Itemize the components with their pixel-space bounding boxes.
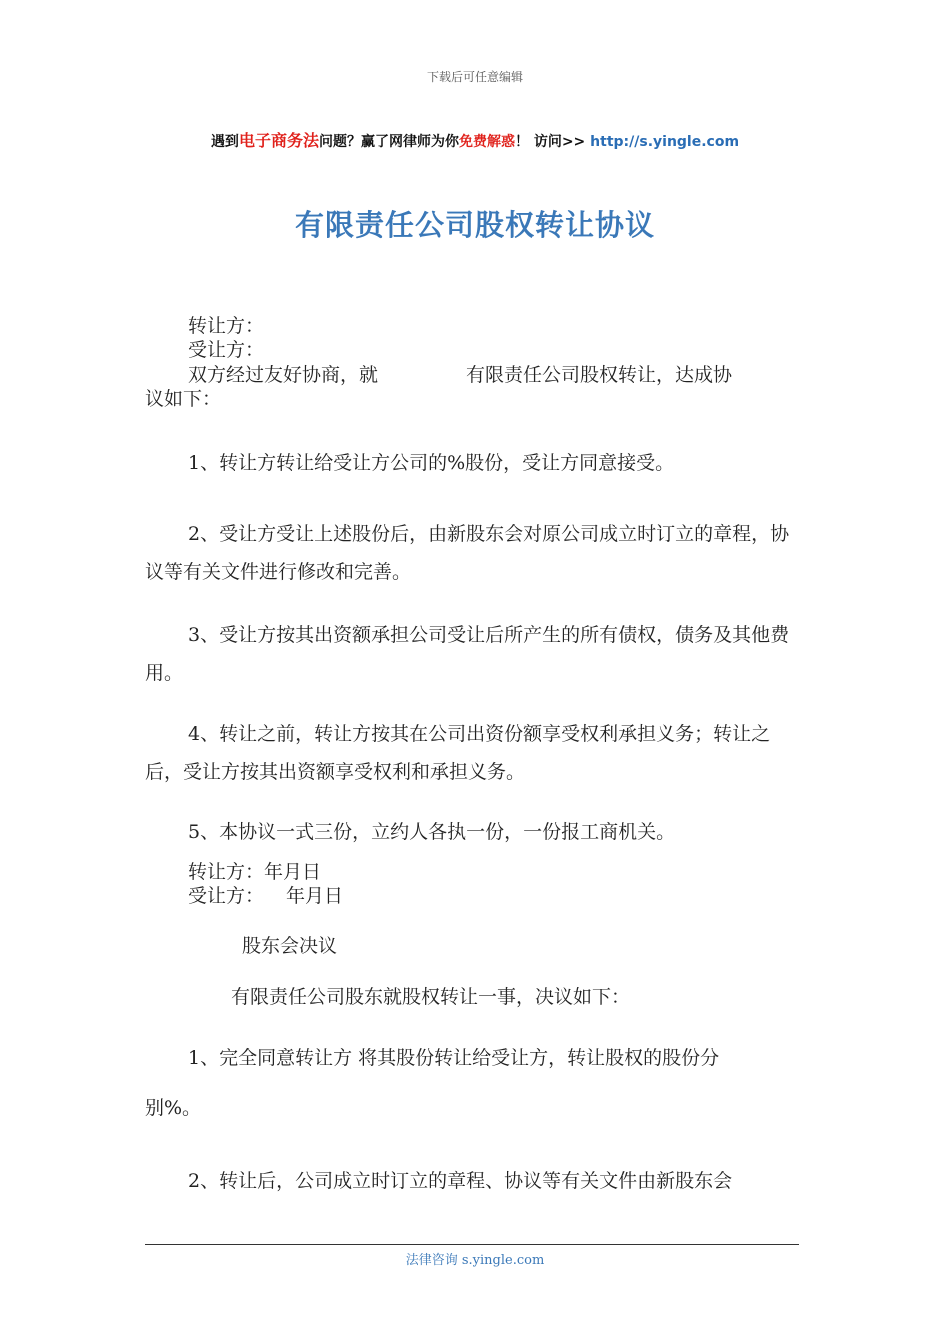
promo-text-3: ！ 访问>> — [514, 134, 591, 150]
header-note: 下载后可任意编辑 — [426, 70, 523, 84]
document-title: 有限责任公司股权转让协议 — [294, 208, 655, 242]
party-transferee: 受让方： — [188, 339, 265, 361]
clause-2: 2、受让方受让上述股份后，由新股东会对原公司成立时订立的章程，协议等有关文件进行修改和完善。 — [145, 523, 790, 583]
intro-line-1-a: 双方经过友好协商，就 — [188, 364, 379, 386]
resolution-1-line-1: 1、完全同意转让方 将其股份转让给受让方，转让股权的股份分 — [188, 1047, 720, 1069]
signature-transferee — [145, 884, 850, 908]
promo-highlight-free: 免费解惑 — [458, 134, 515, 150]
signature-transferee-date: 年月日 — [286, 885, 344, 907]
intro-line-1-b: 有限责任公司股权转让，达成协 — [466, 364, 733, 386]
signature-transferee-label: 受让方： — [188, 885, 265, 907]
resolution-1-line-2: 别%。 — [145, 1097, 202, 1119]
clause-3: 3、受让方按其出资额承担公司受让后所产生的所有债权，债务及其他费用。 — [145, 624, 790, 684]
resolution-title: 股东会决议 — [242, 935, 338, 957]
resolution-intro: 有限责任公司股东就股权转让一事，决议如下： — [231, 986, 631, 1008]
intro-line-1 — [145, 363, 807, 387]
intro-line-2: 议如下： — [145, 388, 222, 410]
resolution-2: 2、转让后，公司成立时订立的章程、协议等有关文件由新股东会 — [188, 1170, 733, 1192]
promo-highlight-ecommerce-law[interactable]: 电子商务法 — [238, 131, 319, 150]
footer-note[interactable]: 法律咨询 s.yingle.com — [405, 1253, 545, 1268]
party-transferor: 转让方： — [188, 315, 265, 337]
promo-link[interactable]: http://s.yingle.com — [590, 134, 740, 150]
promo-text-2: 问题？赢了网律师为你 — [318, 134, 459, 150]
promo-text-1: 遇到 — [210, 134, 239, 150]
clause-5: 5、本协议一式三份，立约人各执一份，一份报工商机关。 — [188, 821, 676, 843]
promo-banner — [0, 128, 950, 151]
signature-transferor: 转让方：年月日 — [188, 861, 322, 883]
clause-4: 4、转让之前，转让方按其在公司出资份额享受权利承担义务；转让之后，受让方按其出资额享受权利和承担义务。 — [145, 723, 771, 783]
clause-1: 1、转让方转让给受让方公司的%股份，受让方同意接受。 — [188, 452, 675, 474]
footer-divider — [145, 1244, 799, 1245]
